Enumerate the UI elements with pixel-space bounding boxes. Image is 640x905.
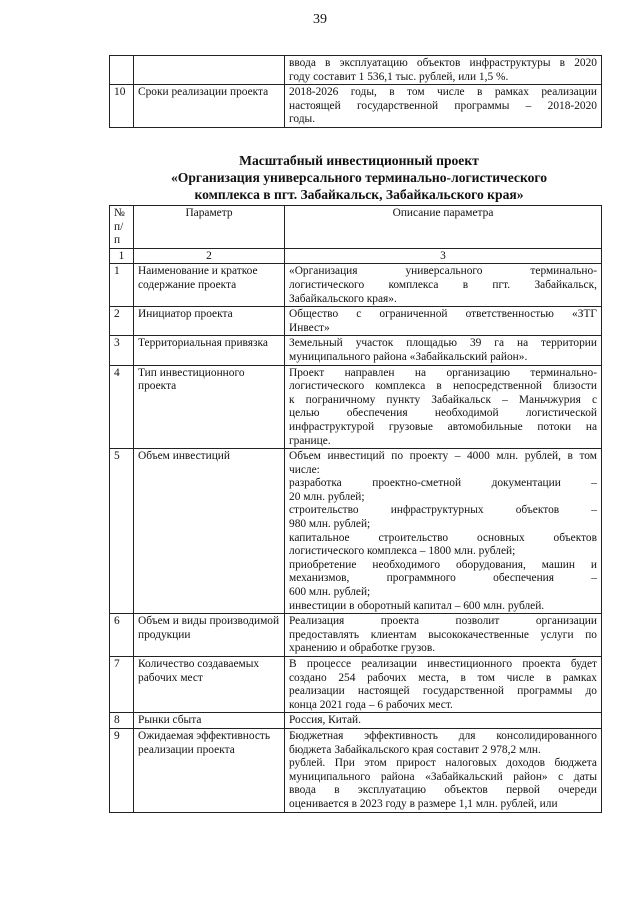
desc-line: 600 млн. рублей; (289, 586, 371, 599)
row-description (285, 85, 602, 128)
desc-line: предоставлять клиентам высококачественные услуги по (289, 628, 597, 641)
desc-line: границе. (289, 434, 331, 447)
desc-line: Проект направлен на организацию терминально- (289, 366, 597, 379)
desc-line: муниципального района «Забайкальский район» с даты (289, 770, 597, 783)
desc-line: настоящей государственной программы – 2018-2020 (289, 99, 597, 112)
row-parameter: Объем инвестиций (134, 449, 285, 614)
desc-line: логистического комплекса в пгт. Забайкальск, (289, 278, 597, 291)
table-row (110, 365, 602, 449)
desc-line: целью обеспечения необходимой логистической (289, 407, 597, 420)
row-description (285, 56, 602, 85)
page-number: 39 (313, 12, 327, 27)
row-number: 5 (110, 449, 134, 614)
title-line: «Организация универсального терминально-логистического (170, 170, 548, 185)
desc-line: Реализация проекта позволит организации (289, 615, 597, 628)
desc-line: Забайкальского края». (289, 292, 397, 305)
desc-line: ввода в эксплуатацию объектов инфраструктуры в 2020 (289, 57, 597, 69)
desc-line: Земельный участок площадью 39 га на территории (289, 337, 597, 350)
desc-line: оценивается в 2023 году в размере 1,1 млн. рублей, или (289, 797, 558, 810)
table-row (110, 85, 602, 128)
desc-line: логистического комплекса – 1800 млн. рублей; (289, 545, 516, 558)
column-number-row (110, 248, 602, 264)
desc-line: году составит 1 536,1 тыс. рублей, или 1,5 %. (289, 70, 509, 83)
desc-line: годы. (289, 113, 316, 126)
header-row (110, 206, 602, 249)
row-description (285, 713, 602, 729)
row-number: 7 (110, 657, 134, 713)
desc-line: к пограничному пункту Забайкальск – Маньчжурия с (289, 393, 597, 406)
desc-line: создано 254 рабочих места, в том числе в рамках (289, 671, 597, 684)
row-number (110, 56, 134, 85)
row-parameter: Объем и виды производимой продукции (134, 614, 285, 657)
desc-line: капитальное строительство основных объектов (289, 531, 597, 544)
table-row (110, 336, 602, 365)
desc-line: 980 млн. рублей; (289, 518, 371, 531)
table-row (110, 713, 602, 729)
desc-line: Общество с ограниченной ответственностью «ЗТГ (289, 308, 597, 321)
desc-line: инвестиции в оборотный капитал – 600 млн. рублей. (289, 599, 545, 612)
desc-line: В процессе реализации инвестиционного проекта будет (289, 658, 597, 670)
desc-line: приобретение необходимого оборудования, машин и (289, 558, 597, 571)
row-number: 1 (110, 264, 134, 307)
desc-line: Россия, Китай. (289, 714, 361, 727)
row-number: 9 (110, 728, 134, 812)
column-number: 1 (110, 248, 134, 264)
desc-line: бюджета Забайкальского края составит 2 978,2 млн. (289, 743, 541, 756)
desc-line: инфраструктурой грузовые автомобильные потоки на (289, 420, 597, 433)
column-number: 2 (134, 248, 285, 264)
row-description (285, 657, 602, 713)
continuation-table (109, 55, 602, 128)
project-title (109, 152, 609, 203)
desc-line: 2018-2026 годы, в том числе в рамках реализации (289, 86, 597, 99)
desc-line: хранению и обработке грузов. (289, 642, 436, 655)
row-parameter: Инициатор проекта (134, 307, 285, 336)
row-parameter: Сроки реализации проекта (134, 85, 285, 128)
title-line: Масштабный инвестиционный проект (239, 153, 479, 168)
desc-line: реализации настоящей государственной программы до (289, 685, 597, 698)
table-row (110, 728, 602, 812)
header-number: № п/п (110, 206, 134, 249)
desc-line: ввода в эксплуатацию объектов первой очереди (289, 784, 597, 797)
row-parameter: Ожидаемая эффективность реализации проекта (134, 728, 285, 812)
table-row (110, 307, 602, 336)
table-row (110, 56, 602, 85)
rows-body (110, 264, 602, 812)
row-description (285, 614, 602, 657)
row-parameter: Рынки сбыта (134, 713, 285, 729)
desc-line: «Организация универсального терминально- (289, 265, 597, 278)
row-description (285, 728, 602, 812)
row-description (285, 449, 602, 614)
desc-line: Бюджетная эффективность для консолидированного (289, 729, 597, 742)
table-row (110, 449, 602, 614)
row-number: 3 (110, 336, 134, 365)
row-number: 4 (110, 365, 134, 449)
desc-line: Инвест» (289, 321, 330, 334)
row-description (285, 264, 602, 307)
desc-line: рублей. При этом прирост налоговых доходов бюджета (289, 757, 597, 770)
desc-line: числе: (289, 463, 320, 476)
desc-line: конца 2021 года – 6 рабочих мест. (289, 698, 453, 711)
header-description: Описание параметра (285, 206, 602, 249)
table-row (110, 657, 602, 713)
row-parameter (134, 56, 285, 85)
project-parameters-table (109, 205, 602, 813)
row-number: 2 (110, 307, 134, 336)
desc-line: строительство инфраструктурных объектов – (289, 504, 597, 517)
header-parameter: Параметр (134, 206, 285, 249)
desc-line: логистического комплекса в непосредственной близости (289, 380, 597, 393)
desc-line: механизмов, программного обеспечения – (289, 572, 597, 585)
row-parameter: Количество создаваемых рабочих мест (134, 657, 285, 713)
row-number: 10 (110, 85, 134, 128)
row-parameter: Наименование и краткое содержание проекта (134, 264, 285, 307)
desc-line: муниципального района «Забайкальский район». (289, 350, 528, 363)
row-description (285, 336, 602, 365)
row-description (285, 365, 602, 449)
row-parameter: Тип инвестиционного проекта (134, 365, 285, 449)
row-description (285, 307, 602, 336)
table-row (110, 264, 602, 307)
row-parameter: Территориальная привязка (134, 336, 285, 365)
desc-line: 20 млн. рублей; (289, 490, 365, 503)
desc-line: Объем инвестиций по проекту – 4000 млн. рублей, в том (289, 450, 597, 463)
row-number: 8 (110, 713, 134, 729)
row-number: 6 (110, 614, 134, 657)
title-line: комплекса в пгт. Забайкальск, Забайкальского края» (194, 187, 524, 202)
table-row (110, 614, 602, 657)
column-number: 3 (285, 248, 602, 264)
desc-line: разработка проектно-сметной документации – (289, 477, 597, 490)
